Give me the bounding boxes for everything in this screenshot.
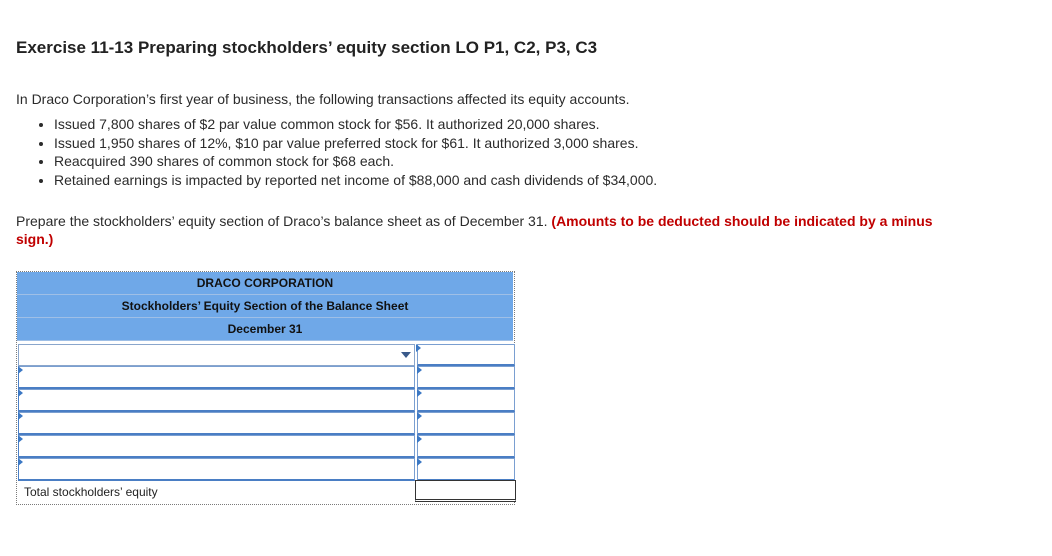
cell-marker-icon — [18, 435, 23, 443]
account-dropdown-1[interactable] — [18, 344, 415, 366]
list-item: • Retained earnings is impacted by reported net income of $88,000 and cash dividends of $34,000. — [54, 171, 657, 190]
amount-input-3[interactable] — [417, 389, 515, 412]
intro-text: In Draco Corporation’s first year of business, the following transactions affected its equity accounts. — [16, 91, 630, 107]
exercise-title: Exercise 11-13 Preparing stockholders’ equity section LO P1, C2, P3, C3 — [16, 38, 598, 57]
total-equity-amount[interactable] — [415, 480, 516, 502]
account-input-2[interactable] — [18, 366, 415, 389]
worksheet-company-header: DRACO CORPORATION — [17, 272, 513, 295]
total-equity-label: Total stockholders’ equity — [24, 485, 158, 499]
list-item: • Issued 1,950 shares of 12%, $10 par value preferred stock for $61. It authorized 3,000 shares. — [54, 134, 657, 153]
account-input-6[interactable] — [18, 458, 415, 481]
list-item: • Issued 7,800 shares of $2 par value common stock for $56. It authorized 20,000 shares. — [54, 115, 657, 134]
amount-input-1[interactable] — [417, 344, 515, 366]
cell-marker-icon — [18, 389, 23, 397]
amount-input-5[interactable] — [417, 435, 515, 458]
cell-marker-icon — [18, 412, 23, 420]
cell-marker-icon — [417, 435, 422, 443]
cell-marker-icon — [417, 412, 422, 420]
transaction-list — [16, 115, 657, 189]
amount-input-2[interactable] — [417, 366, 515, 389]
cell-marker-icon — [416, 344, 421, 352]
minus-sign-note: (Amounts to be deducted should be indicated by a minus sign.) — [16, 213, 933, 247]
account-input-4[interactable] — [18, 412, 415, 435]
cell-marker-icon — [417, 366, 422, 374]
account-input-3[interactable] — [18, 389, 415, 412]
cell-marker-icon — [417, 458, 422, 466]
cell-marker-icon — [18, 366, 23, 374]
worksheet-statement-header: Stockholders’ Equity Section of the Balance Sheet — [17, 295, 513, 318]
amount-input-6[interactable] — [417, 458, 515, 481]
account-input-5[interactable] — [18, 435, 415, 458]
instruction-text — [16, 212, 966, 248]
cell-marker-icon — [18, 458, 23, 466]
list-item: • Reacquired 390 shares of common stock for $68 each. — [54, 152, 657, 171]
cell-marker-icon — [417, 389, 422, 397]
worksheet-date-header: December 31 — [17, 318, 513, 341]
amount-input-4[interactable] — [417, 412, 515, 435]
instruction: Prepare the stockholders’ equity section of Draco’s balance sheet as of December 31. — [16, 213, 548, 229]
chevron-down-icon[interactable] — [401, 352, 411, 358]
